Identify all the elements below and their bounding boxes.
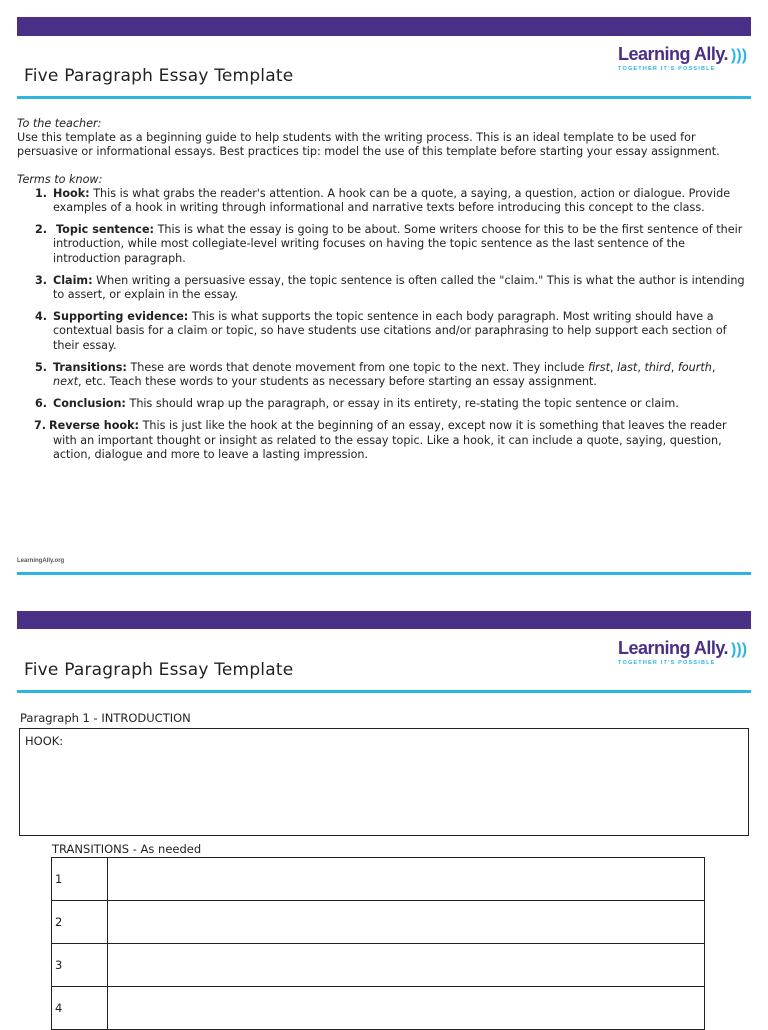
page1-header-bar [17, 17, 751, 36]
hook-field[interactable] [19, 728, 749, 836]
page2-header-bar [17, 611, 751, 629]
terms-heading: Terms to know: [17, 172, 103, 186]
table-row [52, 901, 705, 944]
page1-logo [618, 44, 748, 72]
transition-field[interactable] [108, 858, 705, 901]
transitions-table [51, 857, 705, 1030]
term-item: 3. Claim: When writing a persuasive essay, the topic sentence is often called the "claim." This is what the author is intending to assert, or explain in the essay. [35, 273, 745, 302]
transition-field[interactable] [108, 987, 705, 1030]
logo-wordmark: Learning Ally. [618, 44, 729, 64]
term-item: 7. Reverse hook: This is just like the hook at the beginning of an essay, except now it is something that leaves the reader with an important thought or insight as related to the essay topic. Like a hook, it can include a quote, saying, question, action, dialogue and more to leave a lasting impression. [34, 419, 727, 461]
term-name: Topic sentence: [56, 223, 155, 237]
page2-header-rule [17, 690, 751, 693]
page1-footer: LearningAlly.org [17, 558, 65, 564]
sound-wave-icon: ))) [731, 47, 748, 64]
page2-title: Five Paragraph Essay Template [24, 660, 294, 680]
term-name: Conclusion: [53, 397, 126, 411]
row-number: 1 [52, 858, 108, 901]
term-name: Claim: [53, 273, 93, 287]
term-item: 5. Transitions: These are words that denote movement from one topic to the next. They include first, last, third, fourth, next, etc. Teach these words to your students as necessary before starting an essay assignment. [35, 360, 716, 389]
term-item: 6. Conclusion: This should wrap up the paragraph, or essay in its entirety, re-stating the topic sentence or claim. [35, 397, 679, 411]
intro-paragraph: Use this template as a beginning guide to help students with the writing process. This is an ideal template to be used for persuasive or informational essays. Best practices tip: model the use of this template before starting your essay assignment. [17, 131, 720, 159]
table-row [52, 858, 705, 901]
term-name: Reverse hook: [49, 419, 139, 433]
term-name: Transitions: [53, 360, 127, 374]
table-row [52, 944, 705, 987]
transitions-label: TRANSITIONS - As needed [52, 842, 202, 856]
term-item: 1. Hook: This is what grabs the reader's attention. A hook can be a quote, a saying, a question, action or dialogue. Provide examples of a hook in writing through informational and narrative texts before introducing this concept to the class. [35, 186, 731, 215]
page1-body [17, 117, 747, 470]
terms-list [17, 187, 747, 462]
logo-tagline: TOGETHER IT'S POSSIBLE [618, 660, 716, 666]
term-name: Supporting evidence: [53, 310, 189, 324]
hook-label: HOOK: [25, 734, 64, 748]
transition-field[interactable] [108, 944, 705, 987]
page2-logo [618, 638, 748, 666]
table-row [52, 987, 705, 1030]
sound-wave-icon: ))) [731, 641, 748, 658]
teacher-heading: To the teacher: [17, 117, 102, 130]
logo-tagline: TOGETHER IT'S POSSIBLE [618, 66, 716, 72]
term-item: 2. Topic sentence: This is what the essay is going to be about. Some writers choose for this to be the first sentence of their introduction, while most collegiate-level writing focuses on having the topic sentence as the last sentence of the introduction paragraph. [35, 223, 743, 265]
page1-header-rule [17, 96, 751, 99]
transition-field[interactable] [108, 901, 705, 944]
logo-wordmark: Learning Ally. [618, 638, 729, 658]
row-number: 4 [52, 987, 108, 1030]
row-number: 2 [52, 901, 108, 944]
page1-footer-rule [17, 572, 751, 575]
page1-title: Five Paragraph Essay Template [24, 66, 294, 86]
row-number: 3 [52, 944, 108, 987]
term-item: 4. Supporting evidence: This is what supports the topic sentence in each body paragraph. Most writing should have a contextual basis for a claim or topic, so have students use citations and/or paraphrasing to help support each section of their essay. [35, 310, 727, 352]
term-name: Hook: [53, 186, 90, 200]
section-label: Paragraph 1 - INTRODUCTION [20, 711, 191, 725]
